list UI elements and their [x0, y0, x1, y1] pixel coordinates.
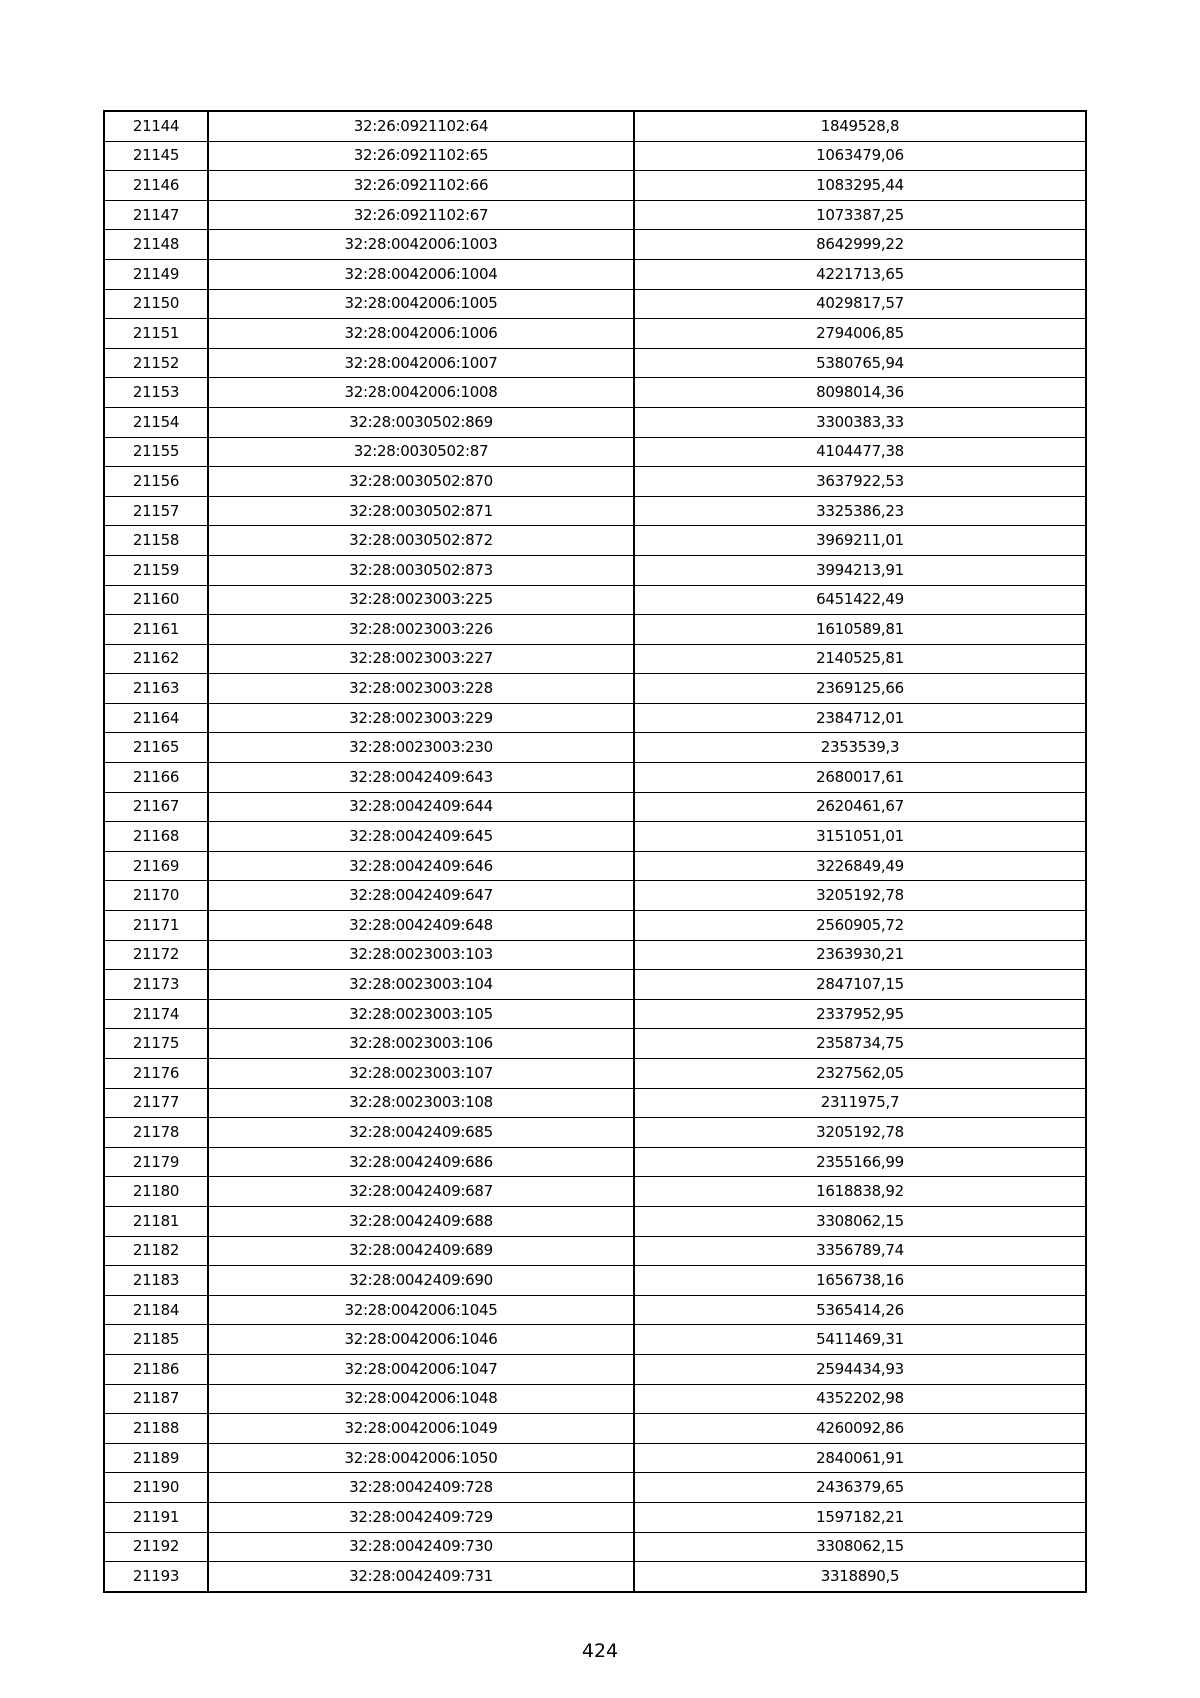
value-cell: 5411469,31	[634, 1325, 1086, 1355]
cadastral-number-cell: 32:28:0023003:225	[208, 585, 634, 615]
cadastral-number-cell: 32:28:0023003:229	[208, 703, 634, 733]
cadastral-number-cell: 32:28:0030502:871	[208, 496, 634, 526]
table-row	[104, 822, 1086, 852]
row-number-cell: 21188	[104, 1414, 208, 1444]
row-number-cell: 21144	[104, 111, 208, 141]
table-row	[104, 1325, 1086, 1355]
table-row	[104, 1502, 1086, 1532]
value-cell: 3205192,78	[634, 881, 1086, 911]
cadastral-number-cell: 32:28:0042409:728	[208, 1473, 634, 1503]
row-number-cell: 21183	[104, 1266, 208, 1296]
cadastral-number-cell: 32:26:0921102:64	[208, 111, 634, 141]
value-cell: 1073387,25	[634, 200, 1086, 230]
table-row	[104, 940, 1086, 970]
table-row	[104, 733, 1086, 763]
cadastral-number-cell: 32:28:0042409:731	[208, 1562, 634, 1592]
value-cell: 2311975,7	[634, 1088, 1086, 1118]
table-row	[104, 674, 1086, 704]
row-number-cell: 21161	[104, 615, 208, 645]
row-number-cell: 21191	[104, 1502, 208, 1532]
value-cell: 2680017,61	[634, 763, 1086, 793]
cadastral-number-cell: 32:28:0042409:647	[208, 881, 634, 911]
table-row	[104, 1147, 1086, 1177]
table-row	[104, 1295, 1086, 1325]
value-cell: 8642999,22	[634, 230, 1086, 260]
value-cell: 2384712,01	[634, 703, 1086, 733]
cadastral-number-cell: 32:28:0042409:645	[208, 822, 634, 852]
table-row	[104, 703, 1086, 733]
row-number-cell: 21163	[104, 674, 208, 704]
value-cell: 3994213,91	[634, 555, 1086, 585]
cadastral-number-cell: 32:28:0023003:103	[208, 940, 634, 970]
row-number-cell: 21156	[104, 467, 208, 497]
value-cell: 2140525,81	[634, 644, 1086, 674]
row-number-cell: 21193	[104, 1562, 208, 1592]
value-cell: 2840061,91	[634, 1443, 1086, 1473]
row-number-cell: 21173	[104, 970, 208, 1000]
cadastral-number-cell: 32:28:0042006:1003	[208, 230, 634, 260]
table-row	[104, 111, 1086, 141]
table-row	[104, 467, 1086, 497]
cadastral-number-cell: 32:28:0023003:230	[208, 733, 634, 763]
table-row	[104, 615, 1086, 645]
cadastral-number-cell: 32:28:0023003:108	[208, 1088, 634, 1118]
table-row	[104, 1384, 1086, 1414]
value-cell: 3318890,5	[634, 1562, 1086, 1592]
cadastral-number-cell: 32:28:0030502:870	[208, 467, 634, 497]
value-cell: 2363930,21	[634, 940, 1086, 970]
value-cell: 3325386,23	[634, 496, 1086, 526]
table-row	[104, 999, 1086, 1029]
table-row	[104, 1029, 1086, 1059]
row-number-cell: 21178	[104, 1118, 208, 1148]
row-number-cell: 21176	[104, 1059, 208, 1089]
cadastral-number-cell: 32:28:0023003:228	[208, 674, 634, 704]
value-cell: 1083295,44	[634, 171, 1086, 201]
cadastral-number-cell: 32:28:0030502:87	[208, 437, 634, 467]
table-row	[104, 348, 1086, 378]
cadastral-number-cell: 32:28:0042006:1006	[208, 319, 634, 349]
value-cell: 4029817,57	[634, 289, 1086, 319]
table-row	[104, 585, 1086, 615]
row-number-cell: 21172	[104, 940, 208, 970]
cadastral-number-cell: 32:28:0030502:872	[208, 526, 634, 556]
value-cell: 3637922,53	[634, 467, 1086, 497]
table-row	[104, 259, 1086, 289]
cadastral-number-cell: 32:28:0023003:105	[208, 999, 634, 1029]
row-number-cell: 21164	[104, 703, 208, 733]
table-row	[104, 1088, 1086, 1118]
cadastral-number-cell: 32:28:0042409:648	[208, 911, 634, 941]
page-number: 424	[581, 1640, 619, 1662]
table-row	[104, 437, 1086, 467]
table-row	[104, 1562, 1086, 1592]
table-row	[104, 1206, 1086, 1236]
value-cell: 3356789,74	[634, 1236, 1086, 1266]
cadastral-number-cell: 32:28:0042409:646	[208, 851, 634, 881]
value-cell: 2358734,75	[634, 1029, 1086, 1059]
value-cell: 1063479,06	[634, 141, 1086, 171]
value-cell: 2327562,05	[634, 1059, 1086, 1089]
table-row	[104, 526, 1086, 556]
cadastral-number-cell: 32:28:0042006:1045	[208, 1295, 634, 1325]
value-cell: 1849528,8	[634, 111, 1086, 141]
cadastral-number-cell: 32:28:0042006:1005	[208, 289, 634, 319]
table-row	[104, 496, 1086, 526]
cadastral-number-cell: 32:28:0023003:106	[208, 1029, 634, 1059]
value-cell: 5365414,26	[634, 1295, 1086, 1325]
cadastral-number-cell: 32:28:0023003:226	[208, 615, 634, 645]
value-cell: 3226849,49	[634, 851, 1086, 881]
table-row	[104, 851, 1086, 881]
row-number-cell: 21187	[104, 1384, 208, 1414]
value-cell: 3308062,15	[634, 1206, 1086, 1236]
table-row	[104, 230, 1086, 260]
table-body	[104, 111, 1086, 1592]
table-row	[104, 1414, 1086, 1444]
value-cell: 2620461,67	[634, 792, 1086, 822]
row-number-cell: 21167	[104, 792, 208, 822]
table-row	[104, 141, 1086, 171]
cadastral-number-cell: 32:28:0023003:107	[208, 1059, 634, 1089]
row-number-cell: 21153	[104, 378, 208, 408]
row-number-cell: 21174	[104, 999, 208, 1029]
table-row	[104, 1059, 1086, 1089]
value-cell: 3969211,01	[634, 526, 1086, 556]
table-row	[104, 1473, 1086, 1503]
cadastral-number-cell: 32:28:0042006:1049	[208, 1414, 634, 1444]
value-cell: 5380765,94	[634, 348, 1086, 378]
row-number-cell: 21146	[104, 171, 208, 201]
row-number-cell: 21159	[104, 555, 208, 585]
row-number-cell: 21147	[104, 200, 208, 230]
cadastral-value-table	[103, 110, 1087, 1593]
cadastral-number-cell: 32:28:0042409:730	[208, 1532, 634, 1562]
row-number-cell: 21150	[104, 289, 208, 319]
row-number-cell: 21180	[104, 1177, 208, 1207]
value-cell: 3151051,01	[634, 822, 1086, 852]
row-number-cell: 21175	[104, 1029, 208, 1059]
row-number-cell: 21170	[104, 881, 208, 911]
value-cell: 4260092,86	[634, 1414, 1086, 1444]
value-cell: 4352202,98	[634, 1384, 1086, 1414]
table-row	[104, 792, 1086, 822]
row-number-cell: 21186	[104, 1354, 208, 1384]
table-row	[104, 970, 1086, 1000]
row-number-cell: 21160	[104, 585, 208, 615]
cadastral-number-cell: 32:28:0042006:1048	[208, 1384, 634, 1414]
table-row	[104, 763, 1086, 793]
value-cell: 8098014,36	[634, 378, 1086, 408]
table-row	[104, 1532, 1086, 1562]
value-cell: 2369125,66	[634, 674, 1086, 704]
value-cell: 2594434,93	[634, 1354, 1086, 1384]
cadastral-number-cell: 32:28:0042409:729	[208, 1502, 634, 1532]
row-number-cell: 21151	[104, 319, 208, 349]
cadastral-number-cell: 32:28:0042409:689	[208, 1236, 634, 1266]
row-number-cell: 21185	[104, 1325, 208, 1355]
cadastral-number-cell: 32:28:0042409:686	[208, 1147, 634, 1177]
value-cell: 1656738,16	[634, 1266, 1086, 1296]
row-number-cell: 21145	[104, 141, 208, 171]
table-row	[104, 1266, 1086, 1296]
table-row	[104, 289, 1086, 319]
table-row	[104, 407, 1086, 437]
row-number-cell: 21166	[104, 763, 208, 793]
row-number-cell: 21155	[104, 437, 208, 467]
table-row	[104, 911, 1086, 941]
table-row	[104, 171, 1086, 201]
table-row	[104, 644, 1086, 674]
row-number-cell: 21168	[104, 822, 208, 852]
cadastral-number-cell: 32:28:0042006:1047	[208, 1354, 634, 1384]
row-number-cell: 21148	[104, 230, 208, 260]
row-number-cell: 21182	[104, 1236, 208, 1266]
row-number-cell: 21192	[104, 1532, 208, 1562]
row-number-cell: 21179	[104, 1147, 208, 1177]
cadastral-number-cell: 32:28:0042409:690	[208, 1266, 634, 1296]
cadastral-number-cell: 32:28:0042409:688	[208, 1206, 634, 1236]
table-row	[104, 1354, 1086, 1384]
cadastral-number-cell: 32:28:0042006:1004	[208, 259, 634, 289]
table-row	[104, 200, 1086, 230]
value-cell: 3300383,33	[634, 407, 1086, 437]
cadastral-number-cell: 32:28:0042006:1046	[208, 1325, 634, 1355]
cadastral-number-cell: 32:28:0042006:1050	[208, 1443, 634, 1473]
row-number-cell: 21171	[104, 911, 208, 941]
table-row	[104, 319, 1086, 349]
cadastral-number-cell: 32:28:0042006:1008	[208, 378, 634, 408]
table-row	[104, 555, 1086, 585]
cadastral-number-cell: 32:28:0030502:873	[208, 555, 634, 585]
value-cell: 2353539,3	[634, 733, 1086, 763]
row-number-cell: 21169	[104, 851, 208, 881]
table-row	[104, 1443, 1086, 1473]
value-cell: 2337952,95	[634, 999, 1086, 1029]
value-cell: 1618838,92	[634, 1177, 1086, 1207]
value-cell: 2436379,65	[634, 1473, 1086, 1503]
value-cell: 4104477,38	[634, 437, 1086, 467]
row-number-cell: 21152	[104, 348, 208, 378]
table-row	[104, 1177, 1086, 1207]
row-number-cell: 21189	[104, 1443, 208, 1473]
value-cell: 3308062,15	[634, 1532, 1086, 1562]
row-number-cell: 21149	[104, 259, 208, 289]
cadastral-number-cell: 32:26:0921102:67	[208, 200, 634, 230]
row-number-cell: 21165	[104, 733, 208, 763]
cadastral-number-cell: 32:26:0921102:65	[208, 141, 634, 171]
cadastral-number-cell: 32:28:0042409:685	[208, 1118, 634, 1148]
table-row	[104, 378, 1086, 408]
row-number-cell: 21162	[104, 644, 208, 674]
row-number-cell: 21177	[104, 1088, 208, 1118]
value-cell: 6451422,49	[634, 585, 1086, 615]
cadastral-number-cell: 32:28:0042006:1007	[208, 348, 634, 378]
row-number-cell: 21157	[104, 496, 208, 526]
row-number-cell: 21154	[104, 407, 208, 437]
value-cell: 3205192,78	[634, 1118, 1086, 1148]
value-cell: 1597182,21	[634, 1502, 1086, 1532]
table-row	[104, 1236, 1086, 1266]
table-row	[104, 1118, 1086, 1148]
cadastral-number-cell: 32:28:0030502:869	[208, 407, 634, 437]
cadastral-number-cell: 32:26:0921102:66	[208, 171, 634, 201]
value-cell: 2794006,85	[634, 319, 1086, 349]
cadastral-number-cell: 32:28:0023003:104	[208, 970, 634, 1000]
row-number-cell: 21190	[104, 1473, 208, 1503]
cadastral-number-cell: 32:28:0042409:643	[208, 763, 634, 793]
row-number-cell: 21181	[104, 1206, 208, 1236]
cadastral-number-cell: 32:28:0023003:227	[208, 644, 634, 674]
value-cell: 1610589,81	[634, 615, 1086, 645]
value-cell: 4221713,65	[634, 259, 1086, 289]
cadastral-number-cell: 32:28:0042409:687	[208, 1177, 634, 1207]
cadastral-number-cell: 32:28:0042409:644	[208, 792, 634, 822]
row-number-cell: 21158	[104, 526, 208, 556]
value-cell: 2355166,99	[634, 1147, 1086, 1177]
value-cell: 2560905,72	[634, 911, 1086, 941]
value-cell: 2847107,15	[634, 970, 1086, 1000]
row-number-cell: 21184	[104, 1295, 208, 1325]
table-row	[104, 881, 1086, 911]
